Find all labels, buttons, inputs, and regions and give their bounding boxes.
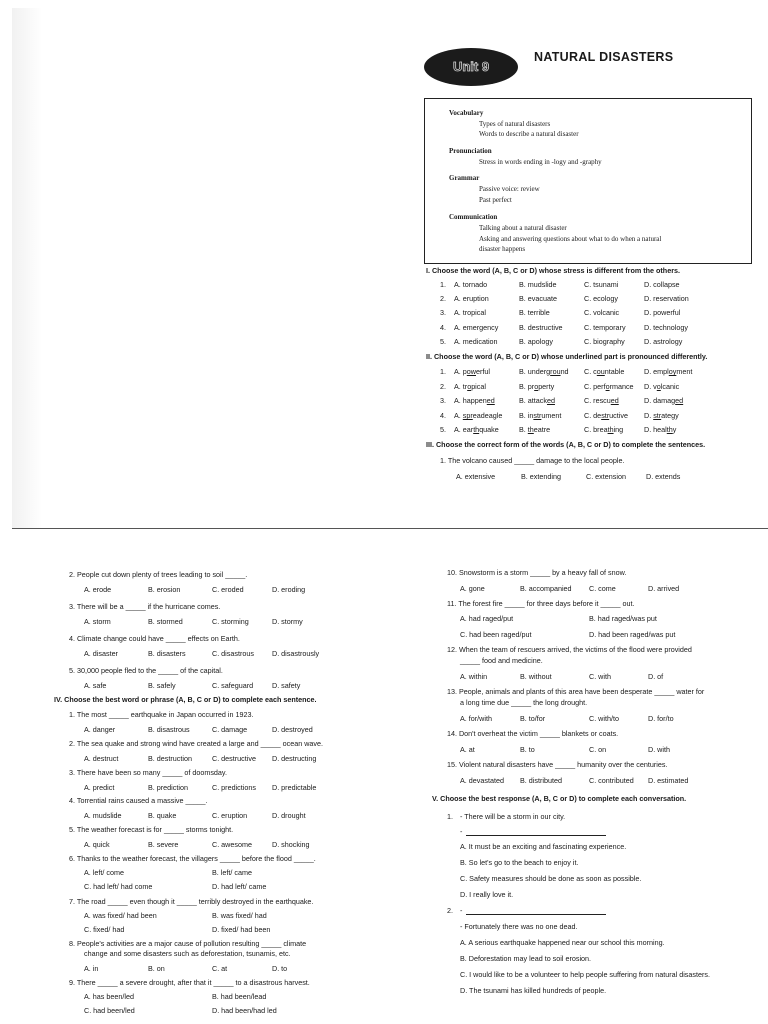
option: C. tsunami <box>584 280 619 289</box>
option: D. of <box>648 672 664 681</box>
option: B. was fixed/ had <box>212 911 267 920</box>
option: D. destroyed <box>272 725 313 734</box>
option: D. had left/ came <box>212 882 267 891</box>
option: D. stormy <box>272 617 303 626</box>
option: D. technology <box>644 323 688 332</box>
option: D. volcanic <box>644 382 680 391</box>
overview-heading: Vocabulary <box>449 109 484 117</box>
question-number: 3. <box>440 308 446 317</box>
option: A. for/with <box>460 714 492 723</box>
option: A. has been/led <box>84 992 134 1001</box>
overview-heading: Communication <box>449 213 498 221</box>
option: B. disasters <box>148 649 186 658</box>
question-text: 3. There have been so many _____ of doomsday. <box>69 767 227 777</box>
question-text: 8. People's activities are a major cause of pollution resulting _____ climate <box>69 939 307 948</box>
option: C. predictions <box>212 782 256 792</box>
answer-line <box>466 827 606 836</box>
question-number: 3. <box>440 396 446 405</box>
option: A. safe <box>84 681 107 690</box>
option: B. attacked <box>519 396 555 405</box>
question-number: 2. <box>440 382 446 391</box>
option: B. extending <box>521 472 561 481</box>
option: D. astrology <box>644 337 683 346</box>
option: A. disaster <box>84 649 118 658</box>
option: C. awesome <box>212 840 252 850</box>
option: C. disastrous <box>212 649 254 658</box>
option: C. Safety measures should be done as soon as possible. <box>460 874 642 883</box>
option: C. performance <box>584 382 634 391</box>
option: C. eroded <box>212 585 244 594</box>
option: B. accompanied <box>520 584 572 593</box>
option: D. predictable <box>272 782 317 792</box>
option: A. tropical <box>454 308 486 317</box>
dash: - <box>460 906 463 915</box>
question-text: 5. The weather forecast is for _____ storms tonight. <box>69 825 234 835</box>
option: A. tropical <box>454 382 486 391</box>
option: A. in <box>84 964 99 973</box>
overview-heading: Pronunciation <box>449 147 492 155</box>
answer-line <box>466 906 606 915</box>
option: A. eruption <box>454 294 489 303</box>
option: B. underground <box>519 367 569 376</box>
option: B. terrible <box>519 308 550 317</box>
option: B. Deforestation may lead to soil erosion. <box>460 954 592 963</box>
option: A. earthquake <box>454 425 499 434</box>
unit-badge-text: Unit 9 <box>452 59 490 74</box>
option: A. emergency <box>454 323 499 332</box>
overview-item: disaster happens <box>479 245 526 253</box>
question-text: _____ food and medicine. <box>460 656 543 665</box>
option: B. to <box>520 745 535 754</box>
option: D. reservation <box>644 294 689 303</box>
option: D. shocking <box>272 840 310 850</box>
option: B. quake <box>148 811 177 821</box>
option: B. destruction <box>148 753 192 763</box>
question-text: 12. When the team of rescuers arrived, the victims of the flood were provided <box>447 645 692 654</box>
option: C. with/to <box>589 714 619 723</box>
option: C. I would like to be a volunteer to help people suffering from natural disasters. <box>460 970 710 979</box>
option: C. biography <box>584 337 625 346</box>
exercise-page-left <box>12 534 391 1024</box>
question-number: 2. <box>440 294 446 303</box>
option: B. safely <box>148 681 176 690</box>
option: C. destructive <box>212 753 256 763</box>
question-text: a long time due _____ the long drought. <box>460 698 588 707</box>
option: C. rescued <box>584 396 619 405</box>
option: A. spreadeagle <box>454 411 503 420</box>
question-text: 9. There _____ a severe drought, after that it _____ to a disastrous harvest. <box>69 978 310 987</box>
option: B. to/for <box>520 714 546 723</box>
option: C. temporary <box>584 323 626 332</box>
question-text: 13. People, animals and plants of this area have been desperate _____ water for <box>447 687 705 696</box>
option: C. on <box>589 745 607 754</box>
option: C. at <box>212 964 228 973</box>
option: B. disastrous <box>148 725 190 734</box>
option: D. had been/had led <box>212 1006 277 1015</box>
option: A. left/ come <box>84 868 124 877</box>
option: A. destruct <box>84 753 119 763</box>
unit-overview-box <box>424 98 752 264</box>
option: B. had raged/was put <box>589 614 657 623</box>
unit-title: NATURAL DISASTERS <box>534 50 674 64</box>
option: A. within <box>460 672 488 681</box>
option: C. volcanic <box>584 308 620 317</box>
option: C. ecology <box>584 294 618 303</box>
option: A. storm <box>84 617 111 626</box>
option: D. healthy <box>644 425 677 434</box>
option: C. had been raged/put <box>460 630 532 639</box>
conversation-line: - Fortunately there was no one dead. <box>460 922 578 931</box>
question-text: 2. People cut down plenty of trees leading to soil _____. <box>69 570 248 579</box>
section-heading: V. Choose the best response (A, B, C or D) to complete each conversation. <box>432 794 687 803</box>
option: B. without <box>520 672 552 681</box>
question-text: 15. Violent natural disasters have _____ humanity over the centuries. <box>447 760 668 769</box>
overview-item: Words to describe a natural disaster <box>479 130 579 138</box>
option: A. It must be an exciting and fascinating experience. <box>460 842 627 851</box>
option: A. gone <box>460 584 485 593</box>
option: D. The tsunami has killed hundreds of people. <box>460 986 607 995</box>
option: A. quick <box>84 840 110 850</box>
option: C. extension <box>586 472 626 481</box>
option: A. A serious earthquake happened near our school this morning. <box>460 938 665 947</box>
overview-item: Passive voice: review <box>479 185 540 193</box>
option: B. stormed <box>148 617 183 626</box>
option: C. fixed/ had <box>84 925 125 934</box>
section-heading: III. Choose the correct form of the words (A, B, C or D) to complete the sentences. <box>426 440 706 449</box>
overview-heading: Grammar <box>449 174 480 182</box>
option: C. countable <box>584 367 625 376</box>
option: C. storming <box>212 617 249 626</box>
question-text: 1. The volcano caused _____ damage to the local people. <box>440 456 625 465</box>
unit-cover-page <box>390 8 768 529</box>
option: D. disastrously <box>272 649 320 658</box>
option: D. fixed/ had been <box>212 925 271 934</box>
option: D. arrived <box>648 584 680 593</box>
option: D. with <box>648 745 670 754</box>
option: B. apology <box>519 337 553 346</box>
question-number: 1. <box>440 367 446 376</box>
question-text: 14. Don't overheat the victim _____ blankets or coats. <box>447 729 619 738</box>
option: A. erode <box>84 585 112 594</box>
question-text: 6. Thanks to the weather forecast, the villagers _____ before the flood _____. <box>69 854 316 863</box>
option: B. prediction <box>148 782 188 792</box>
option: C. had left/ had come <box>84 882 153 891</box>
question-text: 4. Climate change could have _____ effects on Earth. <box>69 634 240 643</box>
option: B. mudslide <box>519 280 557 289</box>
question-text: 1. The most _____ earthquake in Japan occurred in 1923. <box>69 710 254 719</box>
section-heading: IV. Choose the best word or phrase (A, B, C or D) to complete each sentence. <box>54 695 317 704</box>
conversation-line: - There will be a storm in our city. <box>460 812 566 821</box>
option: C. destructive <box>584 411 628 420</box>
question-number: 4. <box>440 411 446 420</box>
overview-item: Asking and answering questions about what to do when a natural <box>479 235 662 243</box>
dash: - <box>460 827 463 836</box>
question-text: 3. There will be a _____ if the hurricane comes. <box>69 602 221 611</box>
option: A. predict <box>84 782 115 792</box>
option: D. I really love it. <box>460 890 514 899</box>
question-text: 2. The sea quake and strong wind have created a large and _____ ocean wave. <box>69 738 324 748</box>
question-number: 2. <box>447 906 453 915</box>
option: B. had been/lead <box>212 992 267 1001</box>
question-text: 7. The road _____ even though it _____ terribly destroyed in the earthquake. <box>69 897 314 906</box>
option: B. severe <box>148 840 179 850</box>
section-heading: II. Choose the word (A, B, C or D) whose underlined part is pronounced differently. <box>426 352 708 361</box>
option: A. mudslide <box>84 811 122 821</box>
question-number: 1. <box>440 280 446 289</box>
question-text: change and some disasters such as deforestation, tsunamis, etc. <box>84 949 291 958</box>
option: D. extends <box>646 472 681 481</box>
option: C. eruption <box>212 811 248 821</box>
exercise-page-right <box>390 534 768 1024</box>
option: B. left/ came <box>212 868 252 877</box>
option: A. happened <box>454 396 495 405</box>
option: D. powerful <box>644 308 681 317</box>
option: D. employment <box>644 367 693 376</box>
option: A. medication <box>454 337 498 346</box>
option: B. destructive <box>519 323 563 332</box>
option: D. collapse <box>644 280 680 289</box>
option: C. come <box>589 584 616 593</box>
option: A. devastated <box>460 776 504 785</box>
section-heading: I. Choose the word (A, B, C or D) whose stress is different from the others. <box>426 266 680 275</box>
option: C. with <box>589 672 611 681</box>
question-number: 5. <box>440 425 446 434</box>
option: B. distributed <box>520 776 562 785</box>
overview-item: Types of natural disasters <box>479 120 551 128</box>
option: A. was fixed/ had been <box>84 911 157 920</box>
option: D. damaged <box>644 396 684 405</box>
option: B. instrument <box>519 411 562 420</box>
option: D. eroding <box>272 585 306 594</box>
option: C. breathing <box>584 425 624 434</box>
option: B. theatre <box>519 425 551 434</box>
option: B. erosion <box>148 585 181 594</box>
question-number: 1. <box>447 812 453 821</box>
option: B. So let's go to the beach to enjoy it. <box>460 858 579 867</box>
option: D. drought <box>272 811 306 821</box>
question-number: 4. <box>440 323 446 332</box>
unit-badge <box>424 48 518 86</box>
overview-item: Stress in words ending in -logy and -graphy <box>479 158 602 166</box>
option: C. had been/led <box>84 1006 135 1015</box>
option: C. contributed <box>589 776 634 785</box>
overview-item: Talking about a natural disaster <box>479 224 567 232</box>
option: C. damage <box>212 725 248 734</box>
conversation-blank <box>460 906 606 915</box>
question-text: 5. 30,000 people fled to the _____ of the capital. <box>69 666 223 675</box>
option: A. danger <box>84 725 116 734</box>
option: A. powerful <box>454 367 490 376</box>
option: C. safeguard <box>212 681 254 690</box>
option: D. strategy <box>644 411 679 420</box>
question-number: 5. <box>440 337 446 346</box>
option: D. safety <box>272 681 301 690</box>
question-text: 4. Torrential rains caused a massive _____. <box>69 796 208 806</box>
option: D. for/to <box>648 714 674 723</box>
option: B. on <box>148 964 165 973</box>
page-shadow <box>12 8 42 528</box>
option: D. to <box>272 964 288 973</box>
overview-item: Past perfect <box>479 196 512 204</box>
option: A. at <box>460 745 475 754</box>
option: A. tornado <box>454 280 488 289</box>
option: D. had been raged/was put <box>589 630 676 639</box>
option: A. extensive <box>456 472 496 481</box>
question-text: 11. The forest fire _____ for three days before it _____ out. <box>447 599 635 608</box>
option: B. property <box>519 382 555 391</box>
option: D. destructing <box>272 753 317 763</box>
option: B. evacuate <box>519 294 557 303</box>
option: D. estimated <box>648 776 689 785</box>
option: A. had raged/put <box>460 614 514 623</box>
blank-page <box>12 8 391 529</box>
question-text: 10. Snowstorm is a storm _____ by a heavy fall of snow. <box>447 568 627 577</box>
conversation-blank <box>460 827 606 836</box>
